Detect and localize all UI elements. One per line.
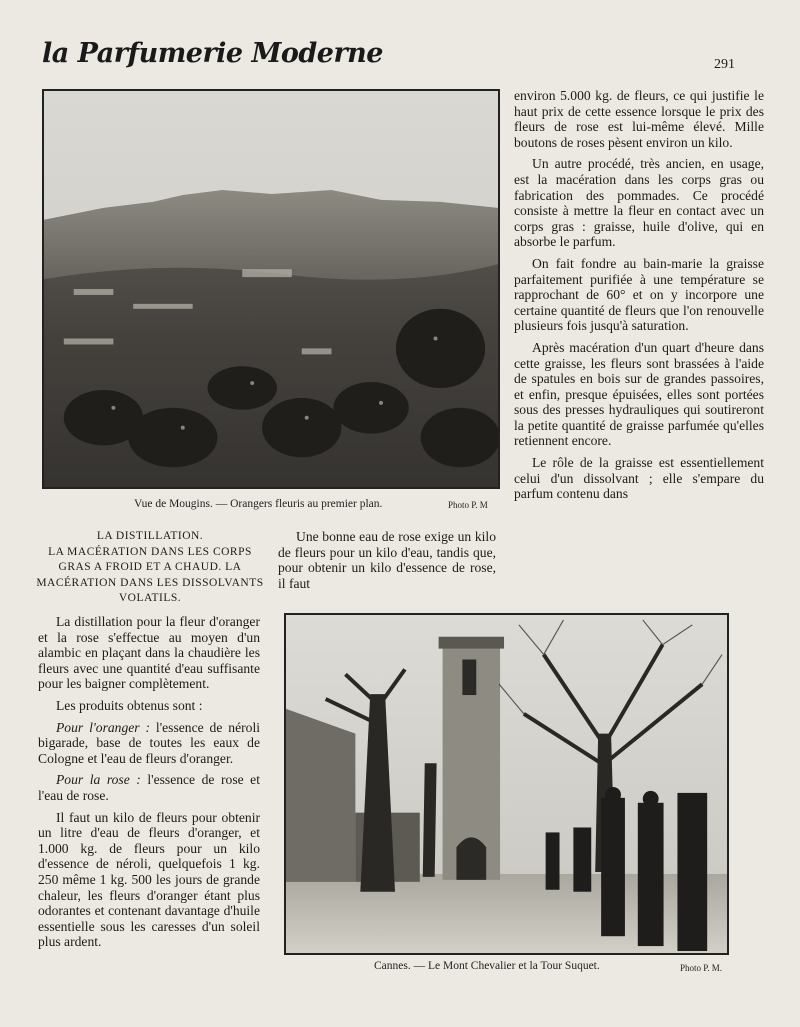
italic-label: Pour la rose : [56,772,141,788]
paragraph [38,772,260,803]
paragraph: environ 5.000 kg. de fleurs, ce qui justifie le haut prix de cette essence lorsque le prix des fleurs de rose est lui-même élevé. Mille boutons de roses pèsent environ un kilo. [514,88,764,150]
paragraph: Les produits obtenus sont : [56,697,203,713]
paragraph: Il faut un kilo de fleurs pour obtenir un litre d'eau de fleurs d'oranger, et 1.000 kg. de fleurs pour un kilo d'essence de néroli, quelquefois 1 kg. 250 même 1 kg. 500 les jours de grande chaleur, les fleurs d'oranger étant plus odorantes et contenant davantage d'huile essentielle sous les caresses d'un soleil plus ardent. [38,809,260,950]
paragraph-text: l'essence de néroli bigarade, base de toutes les eaux de Cologne et l'eau de fleurs d'oranger. [38,719,260,766]
paragraph: Le rôle de la graisse est essentiellement celui d'un dissolvant ; elle s'empare du parfum contenu dans [514,455,764,502]
paragraph: La distillation pour la fleur d'oranger et la rose s'effectue au moyen d'un alambic en plaçant dans la chaudière les fleurs avec une quantité d'eau suffisante pour les baigner complètement. [38,614,260,692]
cannes-caption: Cannes. — Le Mont Chevalier et la Tour Suquet. [374,960,600,972]
mougins-photo [42,89,500,489]
heading-line: LA MACÉRATION DANS LES CORPS GRAS A FROID ET A CHAUD. LA MACÉRATION DANS LES DISSOLVANTS VOLATILS. [36,545,264,604]
cannes-credit: Photo P. M. [680,963,723,973]
page-number: 291 [714,57,735,72]
paragraph [38,720,260,767]
right-column [514,88,764,508]
paragraph: Après macération d'un quart d'heure dans cette graisse, les fleurs sont brassées à l'aide de spatules en bois sur de grandes passoires, et enfin, presque épuisées, elles sont portées sous des presses hydrauliques qui soutireront la petite quantité de graisse parfumée qu'elles retiennent encore. [514,339,764,449]
masthead: la Parfumerie Moderne [42,38,383,69]
middle-column [278,529,496,597]
paragraph: Une bonne eau de rose exige un kilo de fleurs pour un kilo d'eau, tandis que, pour obtenir un kilo d'essence de rose, il faut [278,529,496,591]
cannes-photo [284,613,729,955]
paragraph: Un autre procédé, très ancien, en usage, est la macération dans les corps gras ou fabrication des pommades. Ce procédé consiste à mettre la fleur en contact avec un corps gras : graisse, huile d'olive, qui en absorbe le parfum. [514,156,764,250]
italic-label: Pour l'oranger : [56,719,151,735]
heading-line: LA DISTILLATION. [96,530,204,542]
section-heading [36,529,264,607]
left-column [38,614,260,956]
mougins-credit: Photo P. M [448,500,488,510]
paragraph-text: l'essence de rose et l'eau de rose. [38,772,260,803]
paragraph: On fait fondre au bain-marie la graisse parfaitement purifiée à une température se rapprochant de 60° et on y incorpore une certaine quantité de fleurs que l'on renouvelle plusieurs fois jusqu'à saturation. [514,255,764,334]
mougins-caption: Vue de Mougins. — Orangers fleuris au premier plan. [134,498,383,510]
